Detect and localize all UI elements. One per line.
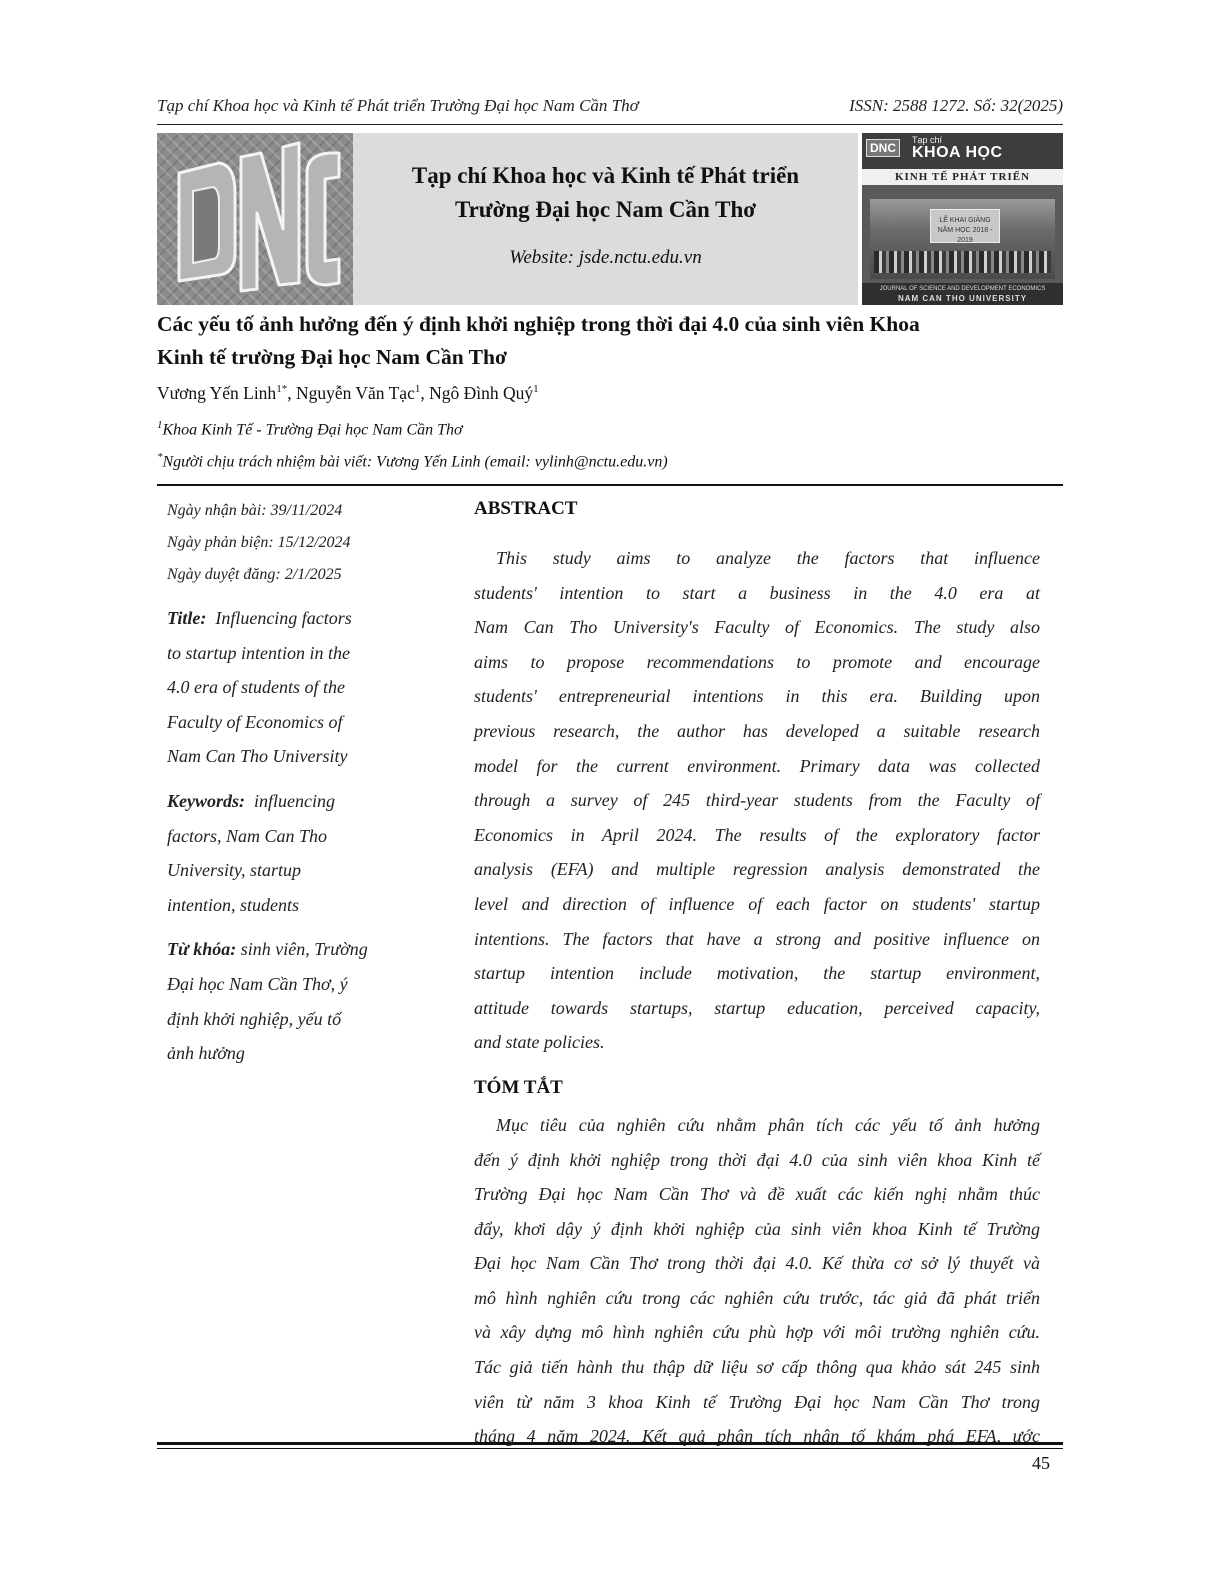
date-reviewed: Ngày phản biện: 15/12/2024 <box>167 534 351 551</box>
abstract-line: model for the current environment. Primary data was collected <box>474 755 1040 776</box>
corresponding-author <box>157 451 668 471</box>
tomtat-line: đẩy, khơi dậy ý định khởi nghiệp của sinh viên khoa Kinh tế Trường <box>474 1218 1040 1239</box>
journal-title <box>353 159 858 227</box>
title-line: Influencing factors <box>215 608 352 628</box>
abstract-line: analysis (EFA) and multiple regression analysis demonstrated the <box>474 859 1040 880</box>
title-line: Nam Can Tho University <box>167 746 348 767</box>
keywords-line: University, startup <box>167 860 301 881</box>
cover-stage-screen <box>930 209 1000 243</box>
title-line: to startup intention in the <box>167 642 350 663</box>
running-header <box>157 96 1063 116</box>
tukhoa-line: Đại học Nam Cần Thơ, ý <box>167 973 348 994</box>
article-sidebar <box>167 495 427 1071</box>
abstract-line: previous research, the author has developed a suitable research <box>474 720 1040 741</box>
tomtat-line: viên từ năm 3 khoa Kinh tế Trường Đại học Nam Cần Thơ trong <box>474 1391 1040 1412</box>
article-abstracts <box>474 495 1040 1454</box>
abstract-heading: ABSTRACT <box>474 498 578 519</box>
journal-info-box <box>353 133 858 305</box>
journal-banner <box>157 133 1063 305</box>
tukhoa-line: định khởi nghiệp, yếu tố <box>167 1008 342 1029</box>
abstract-line: level and direction of influence of each factor on students' startup <box>474 893 1040 914</box>
tomtat-line: Đại học Nam Cần Thơ trong thời đại 4.0. Kế thừa cơ sở lý thuyết và <box>474 1253 1040 1274</box>
title-line: 4.0 era of students of the <box>167 677 345 698</box>
author-name: Ngô Đình Quý <box>429 383 534 403</box>
tomtat-line: và xây dựng mô hình nghiên cứu phù hợp với môi trường nghiên cứu. <box>474 1322 1040 1343</box>
abstract-line: startup intention include motivation, the startup environment, <box>474 963 1040 984</box>
dnc-logo <box>157 133 353 305</box>
section-rule <box>157 484 1063 486</box>
abstract-body <box>474 541 1040 1060</box>
author-name: Nguyễn Văn Tạc <box>295 383 415 403</box>
tukhoa-block <box>167 932 427 1070</box>
cover-brand-logo: DNC <box>866 139 900 157</box>
keywords-label: Keywords: <box>167 790 245 811</box>
tomtat-line: đến ý định khởi nghiệp trong thời đại 4.0 của sinh viên khoa Kinh tế <box>474 1149 1040 1170</box>
tomtat-line: mô hình nghiên cứu trong các nghiên cứu trước, tác giả đã phát triển <box>474 1287 1040 1308</box>
abstract-line: intentions. The factors that have a strong and positive influence on <box>474 928 1040 949</box>
abstract-line: and state policies. <box>474 1032 605 1053</box>
author-sup: 1 <box>414 383 421 396</box>
author-sup: 1* <box>276 383 288 396</box>
abstract-line: students' entrepreneurial intentions in this era. Building upon <box>474 686 1040 707</box>
cover-stage-line2: NĂM HỌC 2018 - 2019 <box>937 227 993 244</box>
tomtat-line: tháng 4 năm 2024. Kết quả phân tích nhân tố khám phá EFA, ước <box>474 1426 1040 1447</box>
keywords-line: intention, students <box>167 894 299 915</box>
tomtat-line: Trường Đại học Nam Cần Thơ và đề xuất các kiến nghị nhằm thúc <box>474 1184 1040 1205</box>
header-rule <box>157 124 1063 125</box>
tukhoa-line: sinh viên, Trường <box>240 939 368 960</box>
cover-kinh-te: KINH TẾ PHÁT TRIỂN <box>862 169 1063 185</box>
article-title-line1: Các yếu tố ảnh hưởng đến ý định khởi nghiệp trong thời đại 4.0 của sinh viên Khoa <box>157 312 920 336</box>
tomtat-heading: TÓM TẮT <box>474 1076 563 1098</box>
affiliation-sup: 1 <box>157 419 163 431</box>
article-title-line2: Kinh tế trường Đại học Nam Cần Thơ <box>157 345 507 369</box>
footer-rule-thin <box>157 1448 1063 1449</box>
abstract-line: through a survey of 245 third-year students from the Faculty of <box>474 790 1040 811</box>
footer-rule-thick <box>157 1442 1063 1445</box>
tomtat-line: Mục tiêu của nghiên cứu nhằm phân tích các yếu tố ảnh hưởng <box>496 1114 1040 1135</box>
title-label: Title: <box>167 608 207 628</box>
keywords-line: factors, Nam Can Tho <box>167 825 328 846</box>
cover-footer-band <box>862 283 1063 305</box>
tukhoa-line: ảnh hưởng <box>167 1043 245 1064</box>
abstract-line: aims to propose recommendations to promote and encourage <box>474 651 1040 672</box>
date-accepted: Ngày duyệt đăng: 2/1/2025 <box>167 566 342 583</box>
journal-title-line2: Trường Đại học Nam Cần Thơ <box>454 197 757 222</box>
affiliation-text: Khoa Kinh Tế - Trường Đại học Nam Cần Thơ <box>162 421 463 439</box>
cover-footer-line1: JOURNAL OF SCIENCE AND DEVELOPMENT ECONOMICS <box>879 286 1046 292</box>
abstract-line: students' intention to start a business in the 4.0 era at <box>474 582 1040 603</box>
keywords-block <box>167 784 427 922</box>
journal-title-line1: Tạp chí Khoa học và Kinh tế Phát triển <box>411 163 800 188</box>
author-list: Vương Yến Linh$^{1*}$, Nguyễn Văn Tạc$^1$, Ngô Đình Quý$^1$ <box>157 383 539 403</box>
abstract-line: This study aims to analyze the factors that influence <box>496 548 1040 568</box>
cover-footer-line2: NAM CAN THO UNIVERSITY <box>897 294 1028 303</box>
article-title <box>157 308 1063 374</box>
tomtat-body <box>474 1108 1040 1454</box>
affiliation <box>157 419 463 439</box>
author-name: Vương Yến Linh <box>157 383 277 403</box>
cover-tap-chi: Tạp chí <box>912 135 943 145</box>
article-dates <box>167 495 427 591</box>
cover-khoa-hoc: KHOA HỌC <box>912 144 1003 161</box>
date-received: Ngày nhận bài: 39/11/2024 <box>167 502 343 519</box>
cover-top-band <box>862 133 1063 169</box>
author-sup: 1 <box>533 383 539 396</box>
abstract-line: Nam Can Tho University's Faculty of Economics. The study also <box>474 617 1040 638</box>
title-line: Faculty of Economics of <box>167 711 343 732</box>
dnc-logo-icon <box>157 133 353 305</box>
corresponding-sup: * <box>157 451 163 463</box>
keywords-line: influencing <box>254 790 335 811</box>
tomtat-line: Tác giả tiến hành thu thập dữ liệu sơ cấp thông qua khảo sát 245 sinh <box>474 1357 1040 1378</box>
english-title-block <box>167 601 427 774</box>
journal-website[interactable]: Website: jsde.nctu.edu.vn <box>509 247 702 268</box>
issn-label: ISSN: 2588 1272. Số: 32(2025) <box>849 96 1063 115</box>
cover-photo <box>870 199 1055 279</box>
abstract-line: attitude towards startups, startup education, perceived capacity, <box>474 997 1040 1018</box>
tukhoa-label: Từ khóa: <box>167 939 237 960</box>
journal-running-title: Tạp chí Khoa học và Kinh tế Phát triển Trường Đại học Nam Cần Thơ <box>157 96 639 115</box>
page-number: 45 <box>1032 1453 1050 1473</box>
corresponding-text[interactable]: Người chịu trách nhiệm bài viết: Vương Yến Linh (email: vylinh@nctu.edu.vn) <box>162 453 668 471</box>
journal-cover-image <box>862 133 1063 305</box>
abstract-line: Economics in April 2024. The results of the exploratory factor <box>474 824 1040 845</box>
cover-people-row <box>874 251 1051 273</box>
cover-stage-line1: LỄ KHAI GIẢNG <box>939 217 991 224</box>
